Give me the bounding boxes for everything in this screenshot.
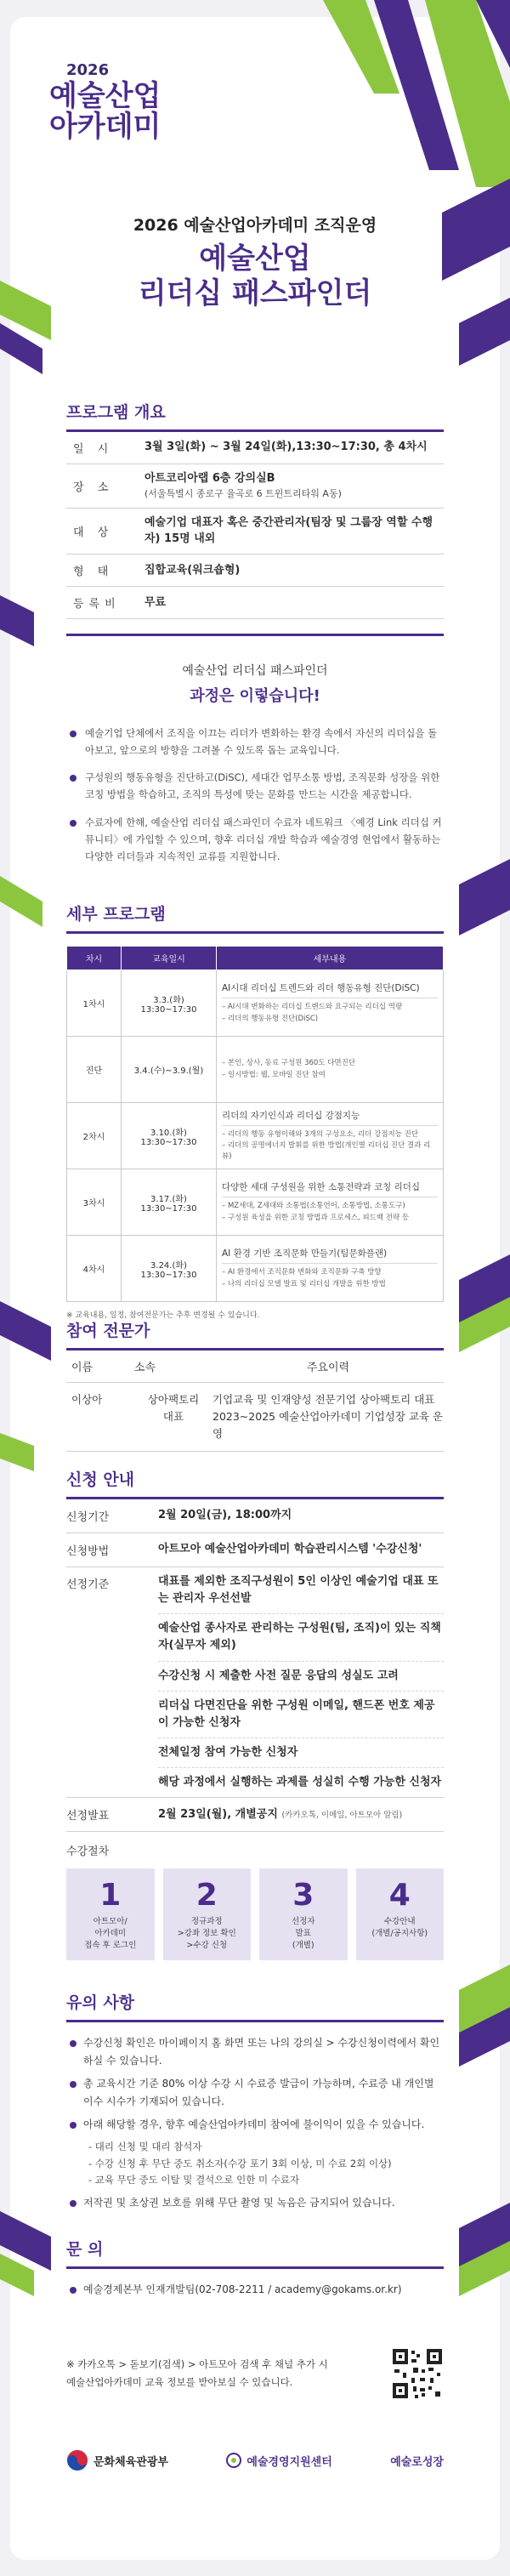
step-text (356, 1916, 445, 1941)
step-text-line: >강좌 정보 확인 (177, 1929, 236, 1939)
mcst-logo (66, 2449, 168, 2471)
footer-note (66, 2356, 328, 2391)
schedule-date: 3.24.(화) (150, 1260, 187, 1271)
footer-logos (66, 2449, 444, 2471)
announce-date: 2월 23일(월), 개별공지 (158, 1807, 278, 1821)
schedule-detail-title: AI 환경 기반 조직문화 만들기(팀문화플랜) (222, 1247, 438, 1264)
schedule-row (67, 1103, 444, 1169)
process-bullet: 수료자에 한해, 예술산업 리더십 패스파인더 수료자 네트워크 〈예경 Link 리더십 커뮤니티〉에 가입할 수 있으며, 향후 리더십 개발 학습과 예술경영 현업에서 활동하는 다양한 리더들과 지속적인 교류를 지원합니다. (66, 814, 444, 865)
steps-label: 수강절차 (66, 1845, 110, 1859)
application-method-row (66, 1533, 444, 1567)
mcst-logo-text: 문화체육관광부 (94, 2455, 168, 2469)
schedule-date-cell (122, 1236, 217, 1302)
step-text-line: (개별) (292, 1941, 314, 1951)
steps-row (66, 1868, 444, 1960)
schedule-detail-item: – 나의 리더십 모델 발표 및 리더십 개발을 위한 방법 (222, 1279, 386, 1288)
caution-list (66, 2034, 444, 2134)
period-value: 2월 20일(금), 18:00까지 (158, 1509, 292, 1522)
overview-value (144, 509, 444, 554)
overview-row (66, 432, 444, 464)
overview-value (144, 464, 444, 508)
cautions-heading: 유의 사항 (66, 1990, 444, 2022)
step-card (259, 1868, 348, 1960)
step-text (66, 1916, 155, 1953)
schedule-detail-cell (217, 1169, 444, 1236)
expert-career (212, 1391, 444, 1442)
criteria-item: 리더십 다면진단을 위한 구성원 이메일, 핸드폰 번호 제공이 가능한 신청자 (158, 1692, 444, 1738)
schedule-detail-item: – MZ세대, Z세대와 소통법(소통언어, 소통방법, 소통도구) (222, 1202, 405, 1211)
process-section (66, 634, 444, 875)
overview-section (66, 400, 444, 619)
overview-label: 일 시 (73, 443, 114, 456)
expert-name: 이상아 (71, 1393, 103, 1406)
caution-item: 수강신청 확인은 마이페이지 홈 화면 또는 나의 강의실 > 수강신청이력에서 확인하실 수 있습니다. (66, 2034, 444, 2070)
contact-section (66, 2237, 444, 2304)
process-bullets (66, 725, 444, 865)
schedule-row (67, 1037, 444, 1103)
criteria-item: 해당 과정에서 실행하는 과제를 성실히 수행 가능한 신청자 (158, 1776, 442, 1789)
expert-org (134, 1391, 212, 1442)
step-number: 1 (99, 1878, 122, 1914)
contact-info: 예술경제본부 인재개발팀(02-708-2211 / academy@gokams.or.kr) (66, 2281, 444, 2299)
overview-label: 형 태 (73, 566, 114, 579)
schedule-col-date: 교육일시 (122, 947, 217, 970)
overview-value (144, 556, 444, 586)
hero (0, 0, 510, 400)
step-text-line: 아트모아/ (93, 1916, 128, 1926)
caution-item: 총 교육시간 기준 80% 이상 수강 시 수료증 발급이 가능하며, 수료증 내 개인별 이수 시수가 기재되어 있습니다. (66, 2075, 444, 2111)
step-text-line: 발표 (295, 1929, 311, 1939)
schedule-session: 2차시 (67, 1103, 122, 1169)
title-line1: 예술산업 (199, 242, 311, 276)
expert-row (66, 1383, 444, 1452)
brand-name-line1: 예술산업 (49, 79, 162, 113)
overview-value-text: 무료 (144, 595, 167, 609)
step-card (66, 1868, 155, 1960)
gokams-logo-text: 예술경영지원센터 (246, 2455, 332, 2469)
caution-sub-list (66, 2139, 444, 2189)
overview-row (66, 464, 444, 509)
step-number: 3 (292, 1878, 314, 1914)
step-card (356, 1868, 445, 1960)
process-bullet: 구성원의 행동유형을 진단하고(DiSC), 세대간 업무소통 방법, 조직문화 성장을 위한 코칭 방법을 학습하고, 조직의 특성에 맞는 문화를 만드는 시간을 제공합니다. (66, 769, 444, 803)
application-criteria-row (66, 1567, 444, 1798)
overview-label: 대 상 (73, 526, 114, 540)
process-title: 과정은 이렇습니다! (190, 687, 320, 705)
announce-value (158, 1799, 444, 1831)
step-card (163, 1868, 252, 1960)
overview-heading: 프로그램 개요 (66, 400, 444, 432)
process-bullet: 예술기업 단체에서 조직을 이끄는 리더가 변화하는 환경 속에서 자신의 리더십을 돌아보고, 앞으로의 방향을 그려볼 수 있도록 돕는 교육입니다. (66, 725, 444, 759)
schedule-date-cell (122, 1169, 217, 1236)
schedule-date-cell (122, 1103, 217, 1169)
page-eyebrow: 2026 예술산업아카데미 조직운영 (133, 216, 377, 235)
schedule-date-cell (122, 970, 217, 1037)
schedule-detail-cell (217, 1103, 444, 1169)
overview-label: 장 소 (73, 481, 114, 494)
schedule-time: 13:30~17:30 (140, 1004, 197, 1015)
brand-logo (49, 79, 219, 144)
taegeuk-icon (66, 2449, 88, 2471)
schedule-detail-item: – AI시대 변화하는 리더십 트렌드와 요구되는 리더십 역량 (222, 1003, 403, 1012)
step-text-line: 선정자 (291, 1916, 315, 1926)
brand-year: 2026 (66, 61, 110, 79)
step-number: 4 (388, 1878, 411, 1914)
schedule-detail-item: – 리더의 공명에너지 발휘를 위한 방법(개인별 리더십 진단 결과 리뷰) (222, 1140, 431, 1162)
schedule-detail-item: – 본인, 상사, 동료 구성원 360도 다면진단 (222, 1059, 356, 1068)
title-line2: 리더십 패스파인더 (138, 276, 372, 311)
overview-row (66, 509, 444, 555)
overview-value-text: 3월 3일(화) ~ 3월 24일(화),13:30~17:30, 총 4차시 (144, 441, 428, 454)
criteria-label: 선정기준 (66, 1578, 110, 1591)
overview-row (66, 587, 444, 619)
schedule-detail-item: – 구성원 육성을 위한 코칭 방법과 프로세스, 피드백 전략 등 (222, 1213, 410, 1222)
schedule-heading: 세부 프로그램 (66, 901, 444, 934)
criteria-item: 예술산업 종사자로 관리하는 구성원(팀, 조직)이 있는 직책자(실무자 제외) (158, 1614, 444, 1661)
announce-label: 선정발표 (66, 1810, 110, 1823)
step-text (259, 1916, 348, 1953)
application-announce-row (66, 1798, 444, 1832)
caution-sub-item: - 수강 신청 후 무단 중도 취소자(수강 포기 3회 이상, 미 수료 2회 이상) (88, 2157, 392, 2169)
growth-logo-text: 예술로성장 (390, 2455, 444, 2469)
schedule-row (67, 970, 444, 1037)
schedule-session: 진단 (67, 1037, 122, 1103)
criteria-item: 전체일정 참여 가능한 신청자 (158, 1738, 444, 1768)
footer-note-row (66, 2347, 444, 2400)
schedule-session: 1차시 (67, 970, 122, 1037)
schedule-detail-item: – 일시방법: 웹, 모바일 진단 참여 (222, 1070, 326, 1079)
overview-value-sub: (서울특별시 종로구 율곡로 6 트윈트리타워 A동) (144, 487, 342, 499)
schedule-time: 13:30~17:30 (140, 1203, 197, 1214)
schedule-section (66, 901, 444, 1320)
overview-value-text: 집합교육(워크숍형) (144, 563, 241, 577)
step-text-line: (개별/공지사항) (371, 1929, 428, 1939)
application-heading: 신청 안내 (66, 1467, 444, 1499)
schedule-detail-cell (217, 970, 444, 1037)
growth-logo (390, 2453, 444, 2469)
experts-header-row (66, 1351, 444, 1383)
step-text (163, 1916, 252, 1953)
period-label: 신청기간 (66, 1511, 110, 1524)
step-text-line: 수강안내 (383, 1916, 416, 1926)
schedule-detail-title: 다양한 세대 구성원을 위한 소통전략과 코칭 리더십 (222, 1180, 438, 1197)
schedule-detail-cell (217, 1236, 444, 1302)
application-period-row (66, 1499, 444, 1533)
criteria-item: 수강신청 시 제출한 사전 질문 응답의 성실도 고려 (158, 1662, 444, 1692)
page-title (0, 242, 510, 312)
schedule-detail-item: – 리더의 행동 유형이해와 3개의 구성요소, 리더 강점지능 진단 (222, 1129, 419, 1139)
criteria-list (158, 1567, 444, 1797)
schedule-col-session: 차시 (67, 947, 122, 970)
schedule-time: 13:30~17:30 (140, 1270, 197, 1280)
experts-col-org: 소속 (134, 1362, 156, 1374)
schedule-row (67, 1236, 444, 1302)
schedule-session: 4차시 (67, 1236, 122, 1302)
schedule-col-detail: 세부내용 (217, 947, 444, 970)
schedule-detail-cell (217, 1037, 444, 1103)
criteria-item: 대표를 제외한 조직구성원이 5인 이상인 예술기업 대표 또는 관리자 우선선발 (158, 1567, 444, 1614)
experts-heading: 참여 전문가 (66, 1318, 444, 1351)
caution-item: 저작권 및 초상권 보호를 위해 무단 촬영 및 녹음은 금지되어 있습니다. (66, 2194, 444, 2212)
schedule-date: 3.4.(수)~3.9.(월) (133, 1066, 204, 1076)
qr-code-icon[interactable] (391, 2347, 444, 2400)
experts-col-name: 이름 (71, 1362, 94, 1374)
cautions-section (66, 1990, 444, 2217)
overview-value-text: 아트코리아랩 6층 강의실B (144, 472, 275, 485)
process-kicker: 예술산업 리더십 패스파인더 (182, 664, 328, 678)
schedule-detail-title: AI시대 리더십 트렌드와 리더 행동유형 진단(DiSC) (222, 981, 438, 998)
overview-value-text: 예술기업 대표자 혹은 중간관리자(팀장 및 그룹장 역할 수행자) 15명 내외 (144, 515, 434, 545)
gokams-logo (226, 2453, 332, 2469)
announce-note: (카카오톡, 이메일, 아트모아 알림) (281, 1810, 403, 1820)
step-text-line: 아카데미 (94, 1929, 127, 1939)
expert-org-line1: 상아팩토리 (147, 1393, 200, 1406)
schedule-date: 3.10.(화) (150, 1128, 187, 1138)
schedule-date: 3.3.(화) (153, 995, 184, 1005)
gokams-mark-icon (226, 2453, 241, 2468)
overview-value (144, 589, 444, 618)
caution-sub-item: - 대리 신청 및 대리 참석자 (88, 2141, 202, 2152)
experts-section (66, 1318, 444, 1452)
expert-org-line2: 대표 (162, 1410, 184, 1423)
schedule-row (67, 1169, 444, 1236)
method-value: 아트모아 예술산업아카데미 학습관리시스템 '수강신청' (158, 1543, 422, 1556)
step-text-line: >수강 신청 (186, 1941, 228, 1951)
overview-row (66, 554, 444, 587)
schedule-table (66, 946, 444, 1302)
schedule-detail-title: 리더의 자기인식과 리더십 강점지능 (222, 1109, 438, 1126)
schedule-detail-item: – 리더의 행동유형 진단(DiSC) (222, 1014, 319, 1023)
footer-note-line1: ※ 카카오톡 > 돋보기(검색) > 아트모아 검색 후 채널 추가 시 (66, 2358, 328, 2371)
overview-table (66, 432, 444, 619)
schedule-session: 3차시 (67, 1169, 122, 1236)
step-text-line: 접속 후 로그인 (84, 1941, 137, 1951)
step-number: 2 (196, 1878, 218, 1914)
method-label: 신청방법 (66, 1545, 110, 1558)
overview-value (144, 433, 444, 463)
overview-label: 등록비 (73, 598, 121, 611)
contact-heading: 문 의 (66, 2237, 444, 2269)
step-text-line: 정규과정 (190, 1916, 223, 1926)
expert-career-line1: 기업교육 및 인재양성 전문기업 상아팩토리 대표 (212, 1393, 435, 1406)
brand-name-line2: 아카데미 (49, 109, 162, 144)
footer-note-line2: 예술산업아카데미 교육 정보를 받아보실 수 있습니다. (66, 2376, 293, 2388)
caution-item: 아래 해당할 경우, 향후 예술산업아카데미 참여에 불이익이 있을 수 있습니다. (66, 2116, 444, 2134)
application-section (66, 1467, 444, 1960)
schedule-date-cell (122, 1037, 217, 1103)
schedule-date: 3.17.(화) (150, 1194, 187, 1204)
schedule-time: 13:30~17:30 (140, 1137, 197, 1147)
expert-career-line2: 2023~2025 예술산업아카데미 기업성장 교육 운영 (212, 1410, 444, 1440)
schedule-note: ※ 교육내용, 일정, 참여전문가는 추후 변경될 수 있습니다. (66, 1311, 260, 1320)
experts-col-career: 주요이력 (306, 1362, 350, 1374)
schedule-detail-item: – AI 환경에서 조직문화 변화와 조직문화 구축 방향 (222, 1268, 382, 1277)
caution-sub-item: - 교육 무단 중도 이탈 및 결석으로 인한 미 수료자 (88, 2174, 300, 2186)
